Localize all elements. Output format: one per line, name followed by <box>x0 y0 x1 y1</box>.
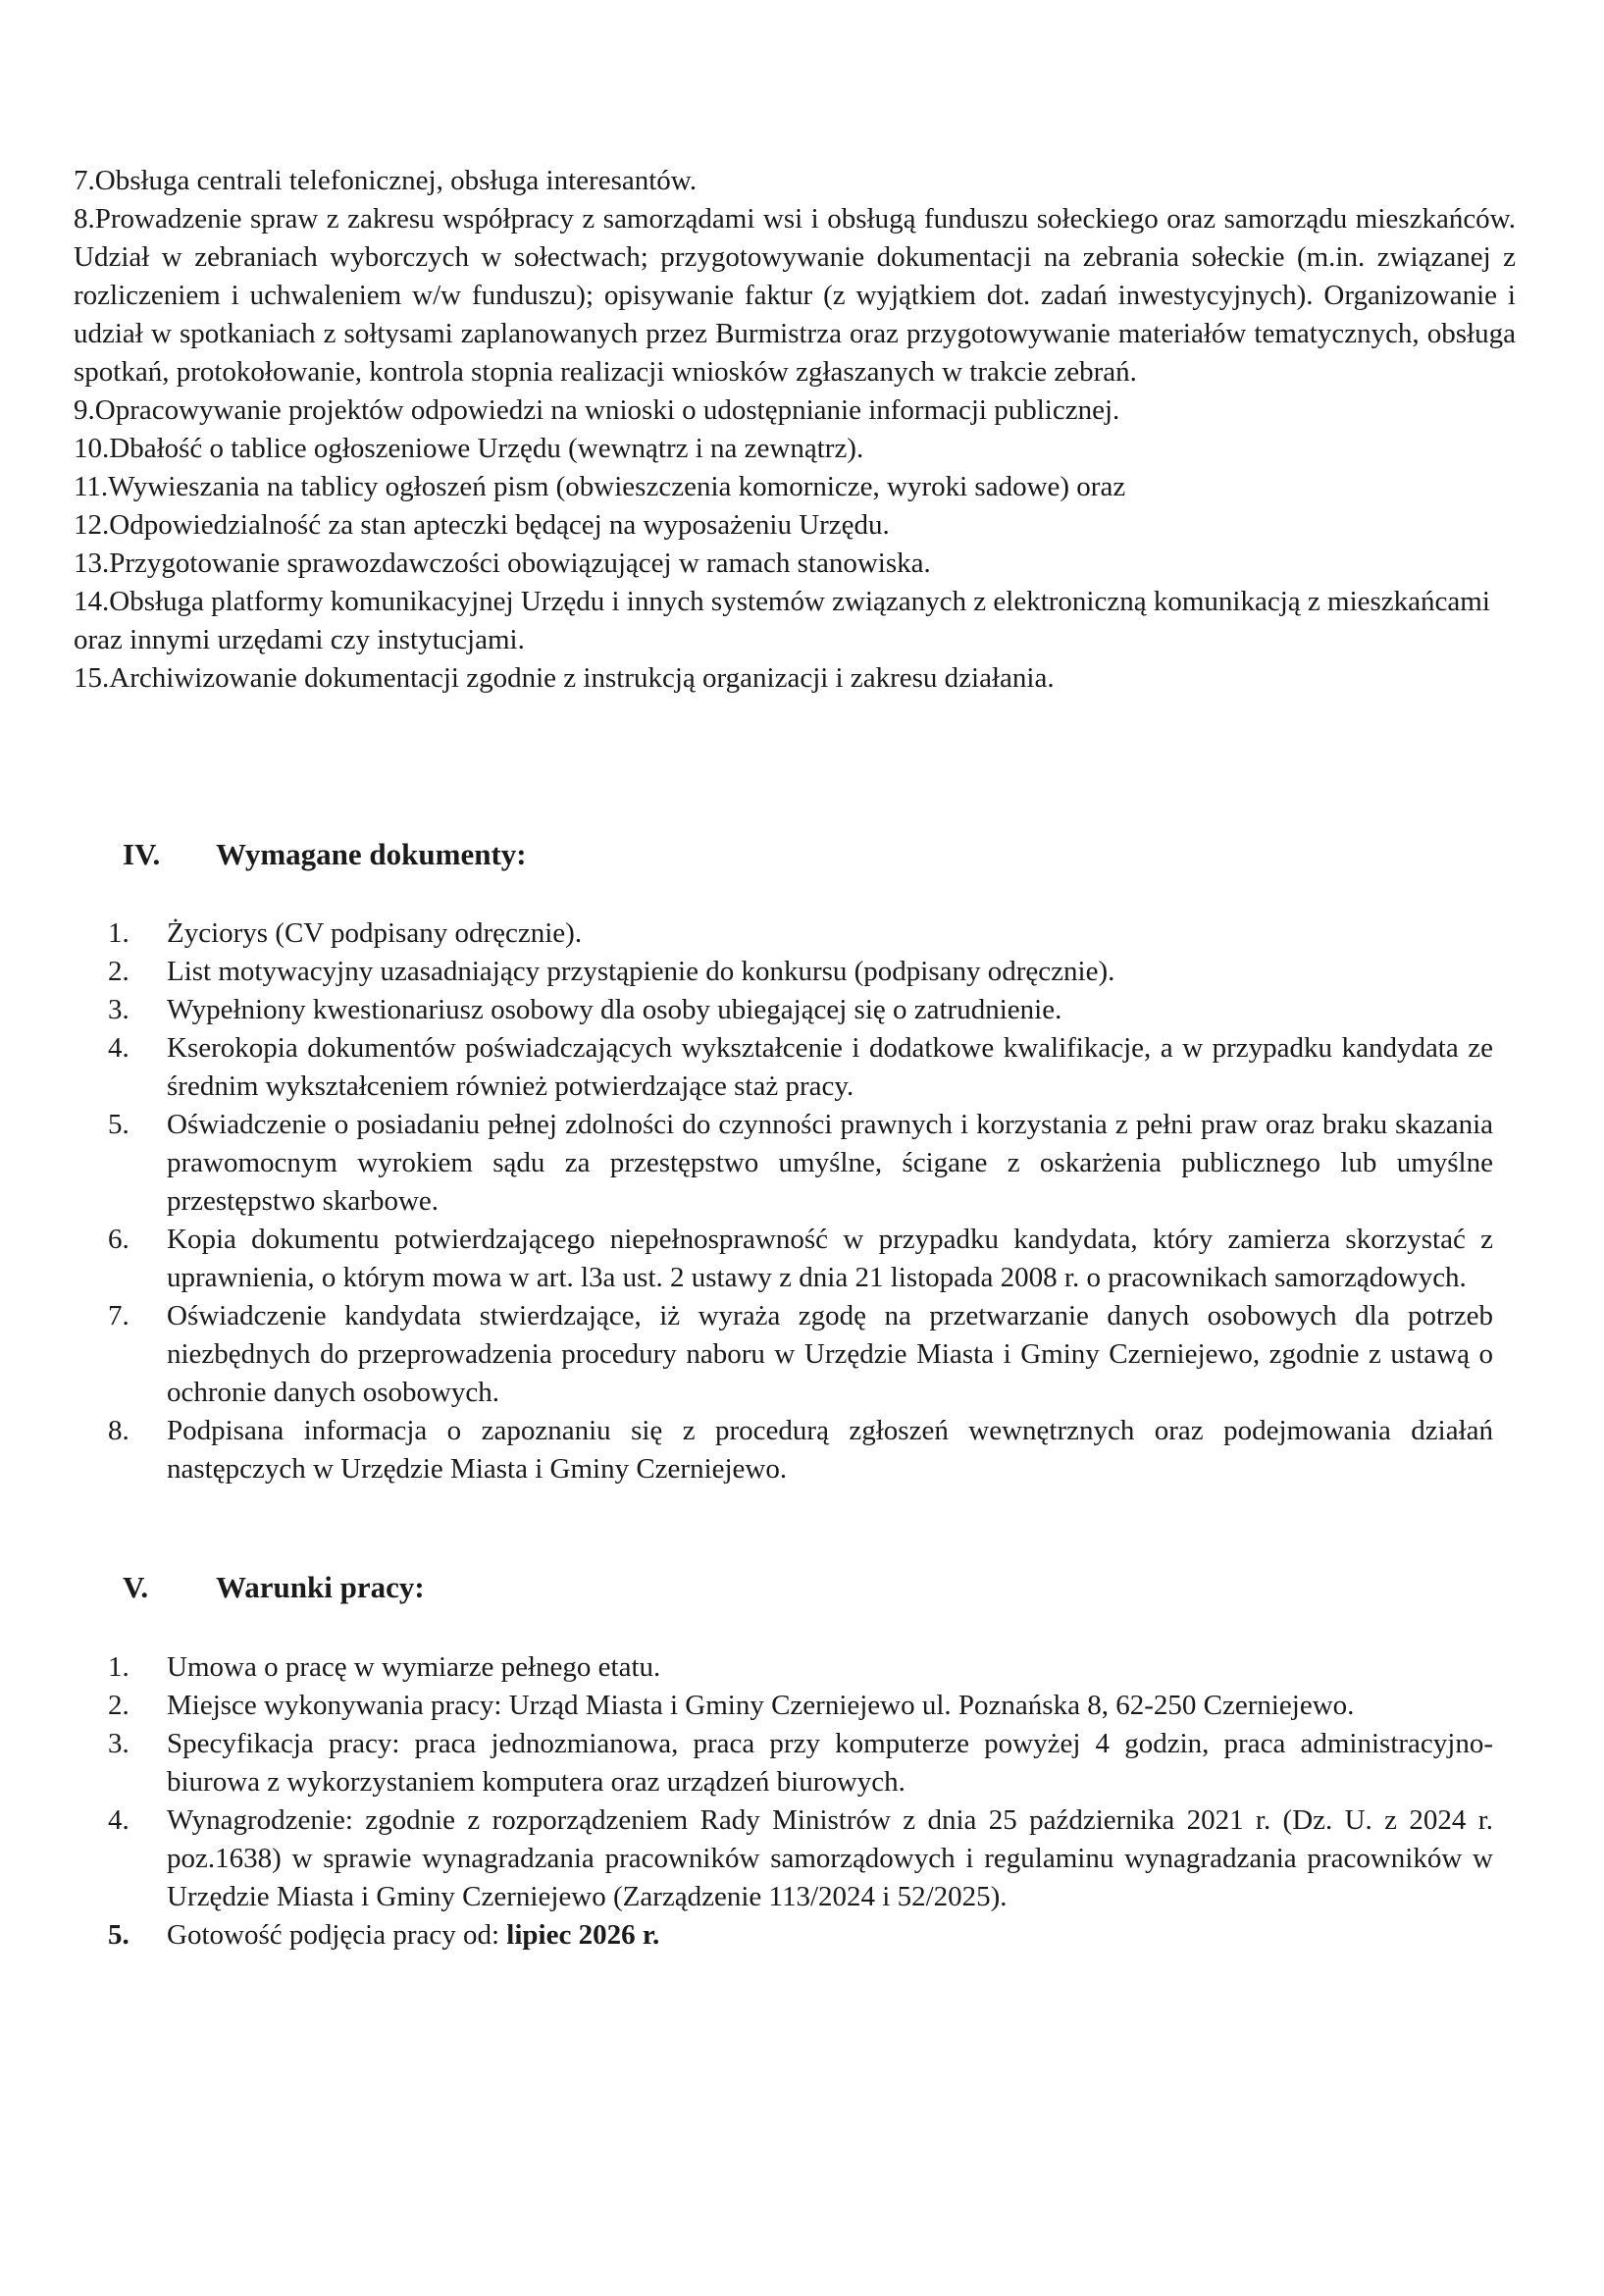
section-v-heading <box>123 1570 425 1605</box>
section-v-title: Warunki pracy: <box>216 1570 425 1604</box>
item-text: Życiorys (CV podpisany odręcznie). <box>167 917 583 949</box>
item-text: Podpisana informacja o zapoznaniu się z procedurą zgłoszeń wewnętrznych oraz podejmowania działań następczych w Urzędzie Miasta i Gminy Czerniejewo. <box>167 1415 1493 1485</box>
duty-item-9: 9.Opracowywanie projektów odpowiedzi na wnioski o udostępnianie informacji publicznej. <box>74 394 1120 426</box>
list-item <box>108 1801 1493 1916</box>
list-item <box>108 1106 1493 1221</box>
duty-item-10: 10.Dbałość o tablice ogłoszeniowe Urzędu (wewnątrz i na zewnątrz). <box>74 433 864 464</box>
duty-item-11: 11.Wywieszania na tablicy ogłoszeń pism (obwieszczenia komornicze, wyroki sadowe) oraz <box>74 471 1126 502</box>
section-iv-list <box>108 914 1493 1488</box>
list-item <box>108 1221 1493 1297</box>
item-text: Kserokopia dokumentów poświadczających wykształcenie i dodatkowe kwalifikacje, a w przypadku kandydata ze średnim wykształceniem również potwierdzające staż pracy. <box>167 1032 1493 1102</box>
section-iv-title: Wymagane dokumenty: <box>216 837 527 871</box>
item-text: Umowa o pracę w wymiarze pełnego etatu. <box>167 1651 661 1683</box>
item-number: 3. <box>108 1728 129 1759</box>
list-item <box>108 1916 1493 1955</box>
item-text: Wynagrodzenie: zgodnie z rozporządzeniem Rady Ministrów z dnia 25 października 2021 r. (Dz. U. z 2024 r. poz.1638) w sprawie wynagradzania pracowników samorządowych i regulaminu wynagradzania pracowników w Urzędzie Miasta i Gminy Czerniejewo (Zarządzenie 113/2024 i 52/2025). <box>167 1804 1493 1912</box>
list-item <box>108 953 1493 991</box>
section-v-list <box>108 1648 1493 1955</box>
section-iv-heading <box>123 837 527 872</box>
item-text: Oświadczenie o posiadaniu pełnej zdolności do czynności prawnych i korzystania z pełni praw oraz braku skazania prawomocnym wyrokiem sądu za przestępstwo umyślne, ścigane z oskarżenia publicznego lub umyślne przestępstwo skarbowe. <box>167 1109 1493 1217</box>
list-item <box>108 1725 1493 1801</box>
list-item <box>108 1412 1493 1488</box>
item-number: 5. <box>108 1919 129 1951</box>
item-number: 8. <box>108 1415 129 1446</box>
item-number: 1. <box>108 917 129 949</box>
item-number: 4. <box>108 1804 129 1836</box>
duty-item-12: 12.Odpowiedzialność za stan apteczki będącej na wyposażeniu Urzędu. <box>74 509 890 541</box>
item-number: 2. <box>108 1690 129 1721</box>
item-number: 6. <box>108 1224 129 1255</box>
item-number: 1. <box>108 1651 129 1683</box>
duty-item-8: 8.Prowadzenie spraw z zakresu współpracy z samorządami wsi i obsługą funduszu sołeckiego oraz samorządu mieszkańców. Udział w zebraniach wyborczych w sołectwach; przygotowywanie dokumentacji na zebrania sołeckie (m.in. związanej z rozliczeniem i uchwaleniem w/w funduszu); opisywanie faktur (z wyjątkiem dot. zadań inwestycyjnych). Organizowanie i udział w spotkaniach z sołtysami zaplanowanych przez Burmistrza oraz przygotowywanie materiałów tematycznych, obsługa spotkań, protokołowanie, kontrola stopnia realizacji wniosków zgłaszanych w trakcie zebrań. <box>74 203 1516 388</box>
start-date-value: lipiec 2026 r. <box>506 1919 660 1951</box>
item-number: 2. <box>108 956 129 987</box>
duty-item-7: 7.Obsługa centrali telefonicznej, obsługa interesantów. <box>74 165 698 196</box>
item-number: 3. <box>108 994 129 1025</box>
item-number: 4. <box>108 1032 129 1064</box>
item-text: List motywacyjny uzasadniający przystąpienie do konkursu (podpisany odręcznie). <box>167 956 1115 987</box>
duty-item-14: 14.Obsługa platformy komunikacyjnej Urzędu i innych systemów związanych z elektroniczną komunikacją z mieszkańcami oraz innymi urzędami czy instytucjami. <box>74 586 1490 655</box>
list-item <box>108 914 1493 953</box>
item-number: 5. <box>108 1109 129 1140</box>
item-number: 7. <box>108 1300 129 1331</box>
list-item <box>108 1029 1493 1106</box>
section-iv-numeral: IV. <box>123 837 161 871</box>
item-text: Oświadczenie kandydata stwierdzające, iż wyraża zgodę na przetwarzanie danych osobowych dla potrzeb niezbędnych do przeprowadzenia procedury naboru w Urzędzie Miasta i Gminy Czerniejewo, zgodnie z ustawą o ochronie danych osobowych. <box>167 1300 1493 1408</box>
duties-list <box>74 162 1516 698</box>
list-item <box>108 1687 1493 1725</box>
list-item <box>108 991 1493 1029</box>
item-text: Gotowość podjęcia pracy od: <box>167 1919 507 1951</box>
item-text: Kopia dokumentu potwierdzającego niepełnosprawność w przypadku kandydata, który zamierza skorzystać z uprawnienia, o którym mowa w art. l3a ust. 2 ustawy z dnia 21 listopada 2008 r. o pracownikach samorządowych. <box>167 1224 1493 1293</box>
list-item <box>108 1648 1493 1687</box>
item-text: Wypełniony kwestionariusz osobowy dla osoby ubiegającej się o zatrudnienie. <box>167 994 1062 1025</box>
duty-item-15: 15.Archiwizowanie dokumentacji zgodnie z instrukcją organizacji i zakresu działania. <box>74 662 1055 694</box>
duty-item-13: 13.Przygotowanie sprawozdawczości obowiązującej w ramach stanowiska. <box>74 548 931 579</box>
item-text: Miejsce wykonywania pracy: Urząd Miasta i Gminy Czerniejewo ul. Poznańska 8, 62-250 Czerniejewo. <box>167 1690 1355 1721</box>
item-text: Specyfikacja pracy: praca jednozmianowa, praca przy komputerze powyżej 4 godzin, praca administracyjno-biurowa z wykorzystaniem komputera oraz urządzeń biurowych. <box>167 1728 1493 1798</box>
list-item <box>108 1297 1493 1412</box>
section-v-numeral: V. <box>123 1570 149 1604</box>
